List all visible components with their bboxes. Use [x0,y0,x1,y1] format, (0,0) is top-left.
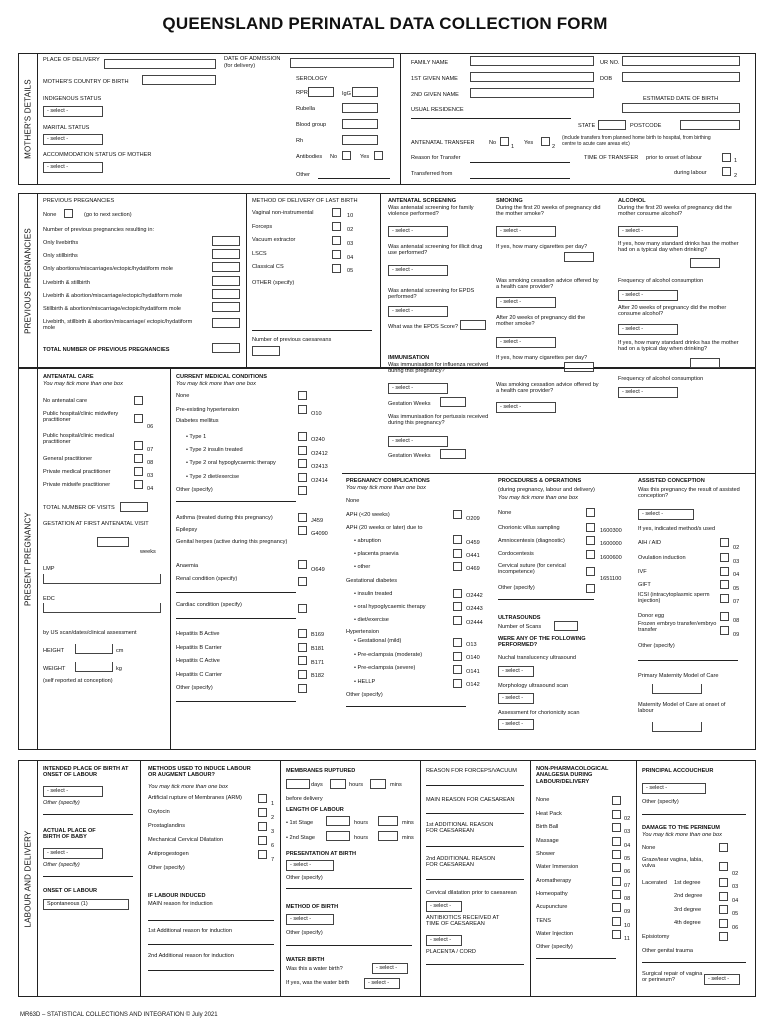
gd-oral-checkbox[interactable] [453,602,462,611]
np-water-checkbox[interactable] [612,863,621,872]
abx-select[interactable]: - select - [426,935,462,946]
st2-hours[interactable] [326,831,350,841]
cordo-checkbox[interactable] [586,550,595,559]
smoke-advice-select[interactable]: - select - [496,297,556,308]
ac-select[interactable]: - select - [638,509,694,520]
episiotomy-checkbox[interactable] [719,932,728,941]
date-admission-label: DATE OF ADMISSION [224,56,281,62]
screen-drug-select[interactable]: - select - [388,265,448,276]
mothers-details-label: MOTHER'S DETAILS [18,53,38,185]
scans-field[interactable] [554,621,578,631]
during-labour-checkbox[interactable] [722,167,731,176]
indigenous-label: INDIGENOUS STATUS [43,96,102,102]
country-field[interactable] [142,75,216,85]
np-homeo-checkbox[interactable] [612,890,621,899]
hepc-checkbox[interactable] [298,656,307,665]
np-aroma-checkbox[interactable] [612,877,621,886]
proc-none-checkbox[interactable] [586,508,595,517]
given-name-1-field[interactable] [470,72,594,82]
graze-checkbox[interactable] [719,862,728,871]
date-admission-field[interactable] [290,58,394,68]
postcode-field[interactable] [680,120,740,130]
ur-number-field[interactable] [622,56,740,66]
alc-early-select[interactable]: - select - [618,226,678,237]
cvs-checkbox[interactable] [586,523,595,532]
screen-epds-select[interactable]: - select - [388,306,448,317]
donor-checkbox[interactable] [720,612,729,621]
abortions-count[interactable] [212,262,240,272]
mob-select[interactable]: - select - [286,914,334,925]
frozen-checkbox[interactable] [720,626,729,635]
water-select[interactable]: - select - [372,963,408,974]
dob-field[interactable] [622,72,740,82]
cigs-early-field[interactable] [564,252,594,262]
np-heat-checkbox[interactable] [612,810,621,819]
blood-group-field[interactable] [342,119,378,129]
memb-hours[interactable] [330,779,346,789]
deg3-checkbox[interactable] [719,905,728,914]
accom-select[interactable]: - select - [43,162,103,173]
hepb-checkbox[interactable] [298,629,307,638]
actual-select[interactable]: - select - [43,848,103,859]
deg4-checkbox[interactable] [719,919,728,928]
previous-pregnancies-label: PREVIOUS PREGNANCIES [18,193,38,368]
anti-checkbox[interactable] [258,850,267,859]
footer-text: MR63D – STATISTICAL COLLECTIONS AND INTEGRATION © July 2021 [20,1012,218,1018]
pres-select[interactable]: - select - [286,860,334,871]
rpr-field[interactable] [308,87,334,97]
np-shower-checkbox[interactable] [612,850,621,859]
livebirths-count[interactable] [212,236,240,246]
suture-checkbox[interactable] [586,567,595,576]
vacuum-checkbox[interactable] [332,236,341,245]
hepbc-checkbox[interactable] [298,643,307,652]
alc-freq-select[interactable]: - select - [618,290,678,301]
nuchal-select[interactable]: - select - [498,666,534,677]
cmc-t2o-checkbox[interactable] [298,459,307,468]
icsi-checkbox[interactable] [720,594,729,603]
pre-sev-checkbox[interactable] [453,665,462,674]
marital-select[interactable]: - select - [43,134,103,145]
oxytocin-checkbox[interactable] [258,808,267,817]
np-acu-checkbox[interactable] [612,903,621,912]
transfer-yes-checkbox[interactable] [541,137,550,146]
proc-oth-checkbox[interactable] [586,584,595,593]
st1-hours[interactable] [326,816,350,826]
edc-field[interactable] [43,603,161,613]
state-field[interactable] [598,120,626,130]
morph-select[interactable]: - select - [498,693,534,704]
page-title: QUEENSLAND PERINATAL DATA COLLECTION FORM [162,14,608,33]
anc-pmp-checkbox[interactable] [134,467,143,476]
memb-days[interactable] [286,779,310,789]
praevia-checkbox[interactable] [453,549,462,558]
anc-p2-checkbox[interactable] [134,441,143,450]
onset-select[interactable]: Spontaneous (1) [43,899,129,910]
smoke-early-select[interactable]: - select - [496,226,556,237]
pre-mod-checkbox[interactable] [453,652,462,661]
drinks-late-field[interactable] [690,358,720,368]
mech-checkbox[interactable] [258,836,267,845]
hellp-checkbox[interactable] [453,679,462,688]
marital-label: MARITAL STATUS [43,125,90,131]
aih-checkbox[interactable] [720,538,729,547]
screen-fv-select[interactable]: - select - [388,226,448,237]
serology-label: SEROLOGY [296,76,328,82]
cmc-t2d-checkbox[interactable] [298,473,307,482]
total-prev-count[interactable] [212,343,240,353]
gd-diet-checkbox[interactable] [453,616,462,625]
arm-checkbox[interactable] [258,794,267,803]
np-none-checkbox[interactable] [612,796,621,805]
cmc-t1-checkbox[interactable] [298,432,307,441]
rubella-field[interactable] [342,103,378,113]
cmc-oth-checkbox[interactable] [298,486,307,495]
deg2-checkbox[interactable] [719,892,728,901]
cmc-none-checkbox[interactable] [298,391,307,400]
no-anc-checkbox[interactable] [134,396,143,405]
chorio-select[interactable]: - select - [498,719,534,730]
caesareans-count[interactable] [252,346,280,356]
cmc-hyp-checkbox[interactable] [298,405,307,414]
accoucheur-select[interactable]: - select - [642,783,706,794]
igg-field[interactable] [352,87,378,97]
np-ball-checkbox[interactable] [612,823,621,832]
antibodies-yes-checkbox[interactable] [374,151,383,160]
transfer-no-checkbox[interactable] [500,137,509,146]
st1-mins[interactable] [378,816,398,826]
model-care-field[interactable] [652,684,702,694]
family-name-label: FAMILY NAME [411,60,449,66]
smoke-late-select[interactable]: - select - [496,337,556,348]
abruption-checkbox[interactable] [453,535,462,544]
cmc-t2i-checkbox[interactable] [298,446,307,455]
cerv-select[interactable]: - select - [426,901,462,912]
live-still-abort-count[interactable] [212,318,240,328]
prostaglandins-checkbox[interactable] [258,822,267,831]
surg-select[interactable]: - select - [704,974,740,985]
classical-checkbox[interactable] [332,264,341,273]
deg1-checkbox[interactable] [719,878,728,887]
flu-select[interactable]: - select - [388,383,448,394]
anc-p1-checkbox[interactable] [134,414,143,423]
st2-mins[interactable] [378,831,398,841]
model-care-onset-field[interactable] [652,722,702,732]
antibodies-no-checkbox[interactable] [342,151,351,160]
cardiac-checkbox[interactable] [298,604,307,613]
aph20-checkbox[interactable] [453,510,462,519]
place-of-delivery-field[interactable] [104,59,216,69]
epilepsy-checkbox[interactable] [298,526,307,535]
alc-freq-late-select[interactable]: - select - [618,387,678,398]
gift-checkbox[interactable] [720,580,729,589]
still-abort-count[interactable] [212,302,240,312]
live-abort-count[interactable] [212,289,240,299]
stillbirths-count[interactable] [212,249,240,259]
drinks-early-field[interactable] [690,258,720,268]
asthma-checkbox[interactable] [298,513,307,522]
prior-onset-checkbox[interactable] [722,153,731,162]
aph-other-checkbox[interactable] [453,562,462,571]
rh-field[interactable] [342,135,378,145]
dmg-none-checkbox[interactable] [719,843,728,852]
hepcc-checkbox[interactable] [298,670,307,679]
present-pregnancy-label: PRESENT PREGNANCY [18,368,38,750]
country-label: MOTHER'S COUNTRY OF BIRTH [43,79,129,85]
gest-mild-checkbox[interactable] [453,638,462,647]
weight-field[interactable] [75,662,113,672]
accom-label: ACCOMMODATION STATUS OF MOTHER [43,152,152,158]
intended-select[interactable]: - select - [43,786,103,797]
ovu-checkbox[interactable] [720,553,729,562]
np-massage-checkbox[interactable] [612,837,621,846]
gest-first-field[interactable] [97,537,129,547]
labour-delivery-label: LABOUR AND DELIVERY [18,760,38,997]
prev-title: PREVIOUS PREGNANCIES [43,198,115,204]
memb-mins[interactable] [370,779,386,789]
vaginal-checkbox[interactable] [332,208,341,217]
smoke-advice-late-select[interactable]: - select - [496,402,556,413]
indigenous-select[interactable]: - select - [43,106,103,117]
live-still-count[interactable] [212,276,240,286]
np-inject-checkbox[interactable] [612,930,621,939]
place-of-delivery-label: PLACE OF DELIVERY [43,57,100,63]
water-type-select[interactable]: - select - [364,978,400,989]
anaemia-checkbox[interactable] [298,560,307,569]
visits-field[interactable] [120,502,148,512]
forceps-checkbox[interactable] [332,222,341,231]
edb-field[interactable] [622,103,740,113]
anc-gp-checkbox[interactable] [134,454,143,463]
prev-none-checkbox[interactable] [64,209,73,218]
family-name-field[interactable] [470,56,594,66]
ivf-checkbox[interactable] [720,567,729,576]
gd-insulin-checkbox[interactable] [453,589,462,598]
anc-pmw-checkbox[interactable] [134,480,143,489]
height-field[interactable] [75,644,113,654]
epds-score-field[interactable] [460,320,486,330]
lscs-checkbox[interactable] [332,250,341,259]
np-tens-checkbox[interactable] [612,917,621,926]
pertussis-select[interactable]: - select - [388,436,448,447]
amnio-checkbox[interactable] [586,536,595,545]
given-name-2-field[interactable] [470,88,594,98]
lmp-field[interactable] [43,574,161,584]
alc-late-select[interactable]: - select - [618,324,678,335]
cmc-oth2-checkbox[interactable] [298,684,307,693]
renal-checkbox[interactable] [298,577,307,586]
